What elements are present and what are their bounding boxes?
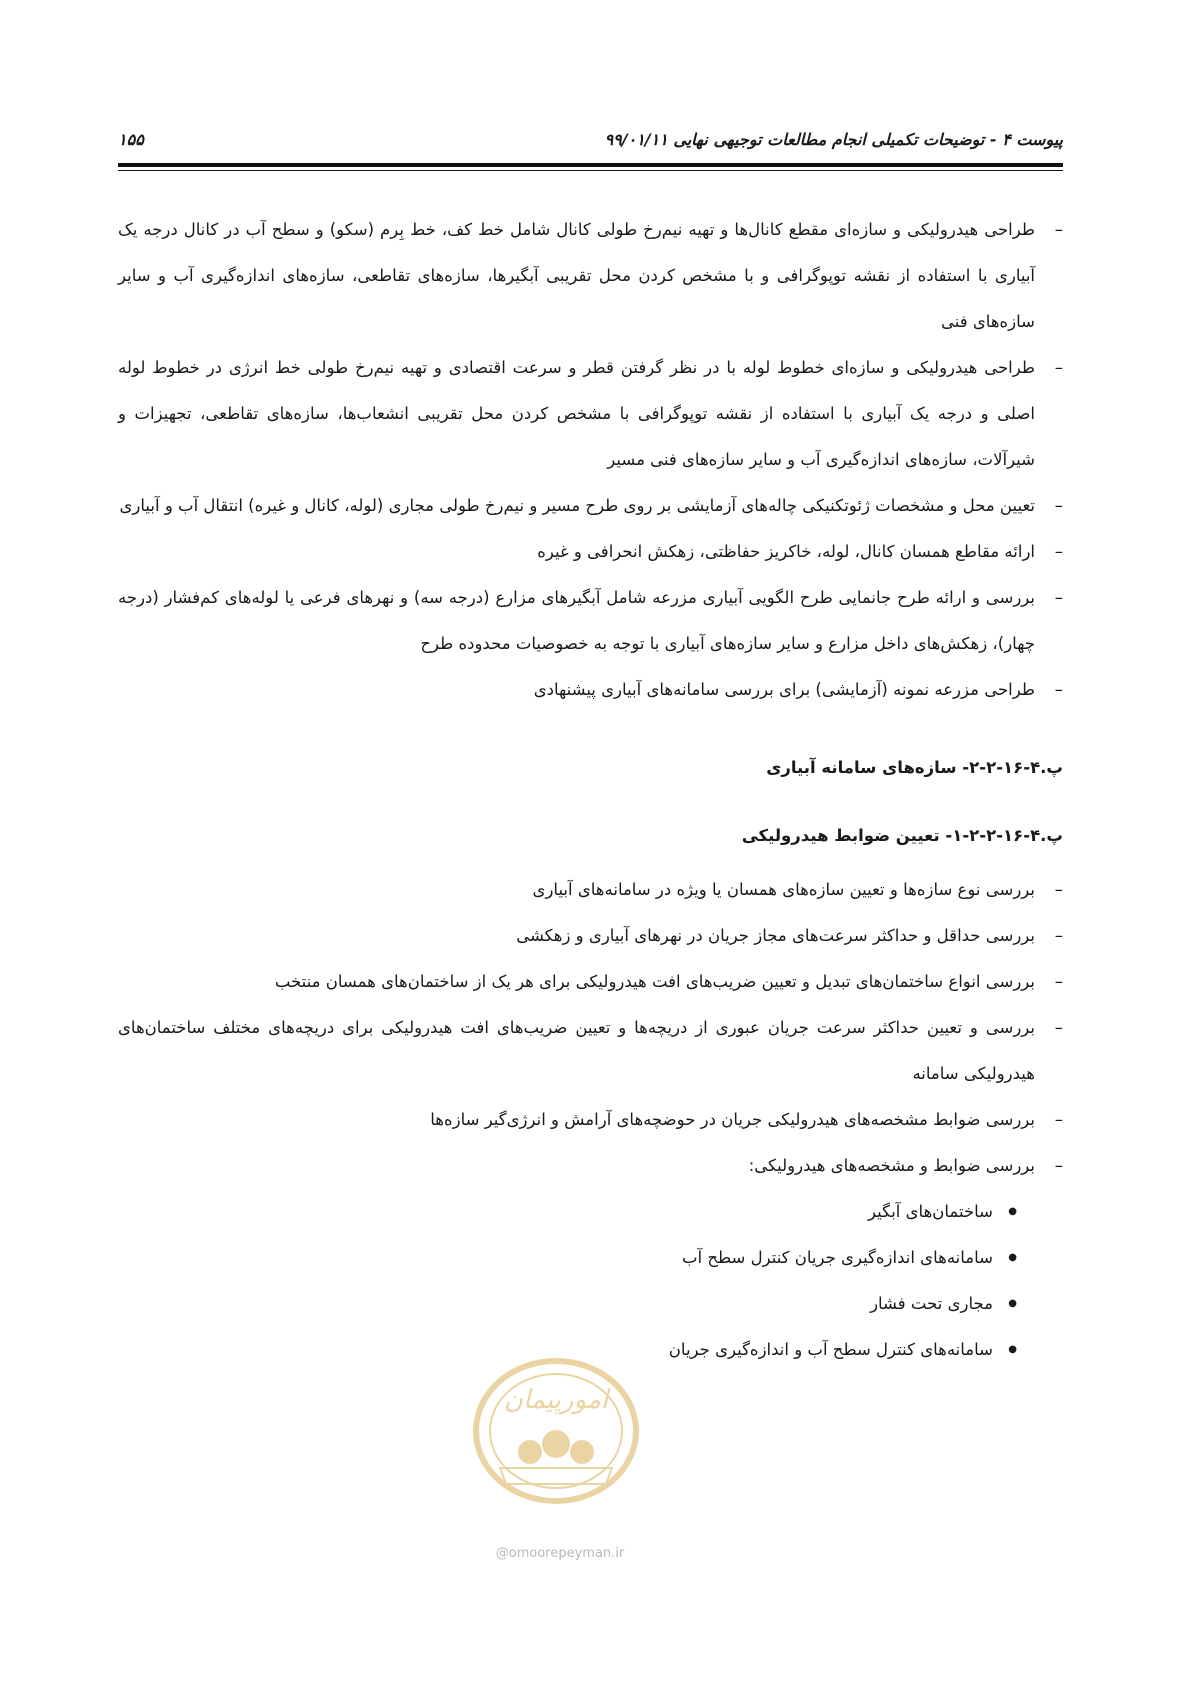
list-item: – بررسی ضوابط و مشخصه‌های هیدرولیکی:: [118, 1143, 1035, 1189]
bullet-item: ● سامانه‌های کنترل سطح آب و اندازه‌گیری جریان: [118, 1327, 993, 1373]
hydraulic-structures-bullets: [118, 1189, 1063, 1373]
page-header: [118, 130, 1063, 160]
list-item: – طراحی هیدرولیکی و سازه‌ای خطوط لوله با در نظر گرفتن قطر و سرعت اقتصادی و تهیه نیم‌رخ طولی خط انرژی در خطوط لوله اصلی و درجه یک آبیاری با استفاده از نقشه توپوگرافی با مشخص کردن محل تقریبی انشعاب‌ها، سازه‌های تقاطعی، تجهیزات و شیرآلات، سازه‌های اندازه‌گیری آب و سایر سازه‌های فنی مسیر: [118, 345, 1035, 483]
list-item: – بررسی ضوابط مشخصه‌های هیدرولیکی جریان در حوضچه‌های آرامش و انرژی‌گیر سازه‌ها: [118, 1097, 1035, 1143]
design-tasks-list: [118, 207, 1063, 713]
watermark-text: امورپیمان: [503, 1385, 609, 1415]
list-item: – تعیین محل و مشخصات ژئوتکنیکی چاله‌های آزمایشی بر روی طرح مسیر و نیم‌رخ طولی مجاری (لوله، کانال و غیره) انتقال آب و آبیاری: [118, 483, 1035, 529]
bullet-item: ● ساختمان‌های آبگیر: [118, 1189, 993, 1235]
subsection-heading: پ.۴-۱۶-۲-۲-۱- تعیین ضوابط هیدرولیکی: [741, 826, 1063, 845]
header-title: پیوست ۴ - توضیحات تکمیلی انجام مطالعات توجیهی نهایی ۹۹/۰۱/۱۱: [604, 130, 1063, 149]
page-content: [118, 207, 1063, 1373]
list-item: – طراحی هیدرولیکی و سازه‌ای مقطع کانال‌ها و تهیه نیم‌رخ طولی کانال شامل خط کف، خط بِرم (سکو) و سطح آب در کانال درجه یک آبیاری با استفاده از نقشه توپوگرافی و با مشخص کردن محل تقریبی آبگیرها، سازه‌های تقاطعی، سازه‌های اندازه‌گیری آب و سایر سازه‌های فنی: [118, 207, 1035, 345]
bullet-item: ● سامانه‌های اندازه‌گیری جریان کنترل سطح آب: [118, 1235, 993, 1281]
header-rule-thin: [118, 170, 1063, 171]
header-rule: [118, 163, 1063, 167]
list-item: – بررسی نوع سازه‌ها و تعیین سازه‌های همسان یا ویژه در سامانه‌های آبیاری: [118, 867, 1035, 913]
list-item: – ارائه مقاطع همسان کانال، لوله، خاکریز حفاظتی، زهکش انحرافی و غیره: [118, 529, 1035, 575]
section-heading: پ.۴-۱۶-۲-۲- سازه‌های سامانه آبیاری: [766, 758, 1063, 777]
list-item: – بررسی انواع ساختمان‌های تبدیل و تعیین ضریب‌های افت هیدرولیکی برای هر یک از ساختمان‌های همسان منتخب: [118, 959, 1035, 1005]
hydraulic-criteria-list: [118, 867, 1063, 1189]
list-item: – طراحی مزرعه نمونه (آزمایشی) برای بررسی سامانه‌های آبیاری پیشنهادی: [118, 667, 1035, 713]
page-number: ۱۵۵: [118, 130, 144, 149]
watermark-url: @omoorepeyman.ir: [495, 1546, 625, 1561]
bullet-item: ● مجاری تحت فشار: [118, 1281, 993, 1327]
watermark-seal-icon: [470, 1356, 642, 1506]
list-item: – بررسی حداقل و حداکثر سرعت‌های مجاز جریان در نهرهای آبیاری و زهکشی: [118, 913, 1035, 959]
list-item: – بررسی و ارائه طرح جانمایی طرح الگویی آبیاری مزرعه شامل آبگیرهای مزارع (درجه سه) و نهرهای فرعی یا لوله‌های کم‌فشار (درجه چهار)، زهکش‌های داخل مزارع و سایر سازه‌های آبیاری با توجه به خصوصیات محدوده طرح: [118, 575, 1035, 667]
list-item: – بررسی و تعیین حداکثر سرعت جریان عبوری از دریچه‌ها و تعیین ضریب‌های افت هیدرولیکی برای دریچه‌های مختلف ساختمان‌های هیدرولیکی سامانه: [118, 1005, 1035, 1097]
